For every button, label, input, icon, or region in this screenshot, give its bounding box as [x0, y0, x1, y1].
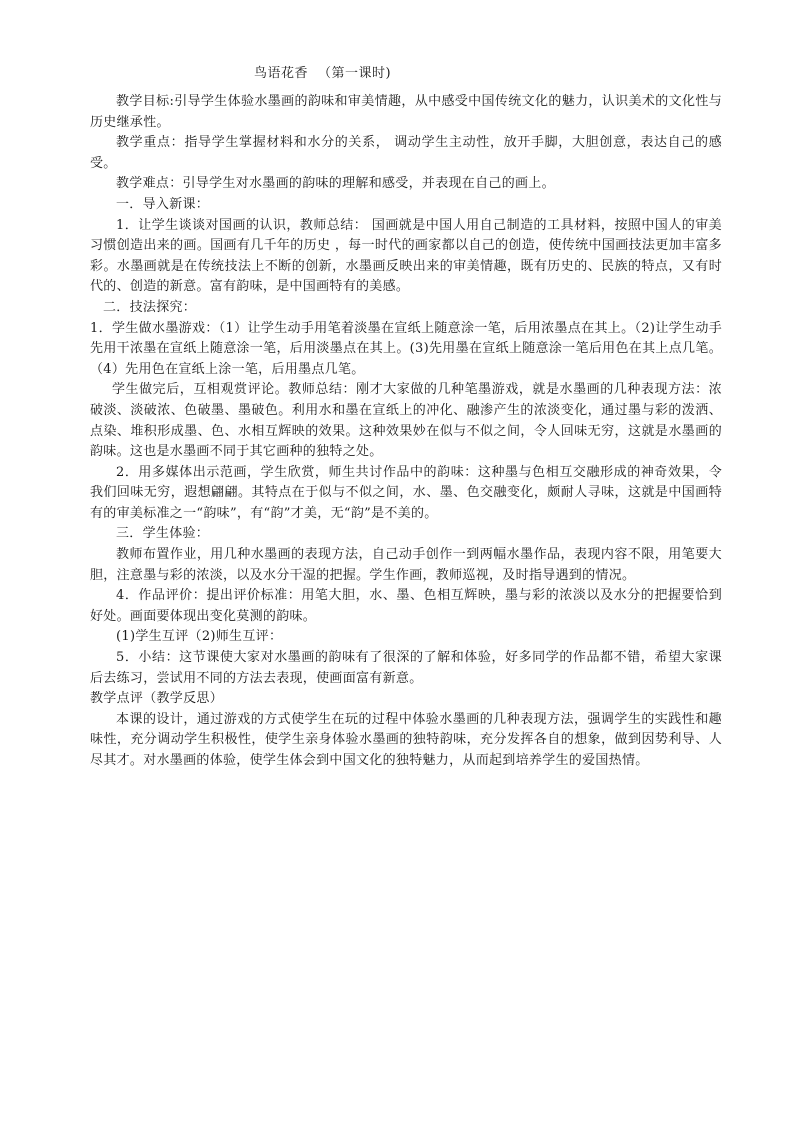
paragraph: 5．小结：这节课使大家对水墨画的韵味有了很深的了解和体验，好多同学的作品都不错，希望大家课后去练习，尝试用不同的方法去表现，使画面富有新意。 — [90, 650, 722, 686]
paragraph: 二．技法探究： — [103, 299, 197, 315]
paragraph: 教学重点：指导学生掌握材料和水分的关系， 调动学生主动性，放开手脚，大胆创意，表达自己的感受。 — [90, 135, 722, 171]
document-body — [90, 92, 722, 772]
paragraph: 1．学生做水墨游戏：（1）让学生动手用笔着淡墨在宣纸上随意涂一笔，后用浓墨点在其上。（2)让学生动手先用干浓墨在宣纸上随意涂一笔，后用淡墨点在其上。(3)先用墨在宣纸上随意涂一笔后用色在其上点几笔。（4）先用色在宣纸上涂一笔，后用墨点几笔。 — [90, 320, 722, 377]
paragraph: 本课的设计，通过游戏的方式使学生在玩的过程中体验水墨画的几种表现方法，强调学生的实践性和趣味性，充分调动学生积极性，使学生亲身体验水墨画的独特韵味，充分发挥各自的想象，做到因势利导、人尽其才。对水墨画的体验，使学生体会到中国文化的独特魅力，从而起到培养学生的爱国热情。 — [90, 711, 722, 768]
paragraph: 一．导入新课： — [116, 196, 210, 212]
paragraph: 教师布置作业，用几种水墨画的表现方法，自己动手创作一到两幅水墨作品，表现内容不限，用笔要大胆，注意墨与彩的浓淡，以及水分干湿的把握。学生作画，教师巡视，及时指导遇到的情况。 — [90, 547, 722, 583]
paragraph: 教学难点：引导学生对水墨画的韵味的理解和感受，并表现在自己的画上。 — [116, 176, 555, 192]
paragraph: 教学点评（教学反思） — [90, 691, 224, 707]
paragraph: 三．学生体验： — [116, 526, 210, 542]
document-title — [90, 64, 722, 84]
title-subtitle: （第一课时) — [318, 66, 392, 81]
title-text: 鸟语花香 — [254, 66, 309, 81]
document-page — [90, 64, 722, 772]
paragraph: 教学目标:引导学生体验水墨画的韵味和审美情趣，从中感受中国传统文化的魅力，认识美术的文化性与历史继承性。 — [90, 94, 722, 130]
paragraph: 2．用多媒体出示范画，学生欣赏，师生共讨作品中的韵味：这种墨与色相互交融形成的神奇效果，令我们回味无穷，遐想翩翩。其特点在于似与不似之间，水、墨、色交融变化，颇耐人寻味，这就是中国画特有的审美标准之一“韵味”，有“韵”才美，无“韵”是不美的。 — [90, 464, 722, 521]
paragraph: (1)学生互评（2)师生互评： — [116, 629, 283, 645]
paragraph: 4．作品评价：提出评价标准：用笔大胆，水、墨、色相互辉映，墨与彩的浓淡以及水分的把握要恰到好处。画面要体现出变化莫测的韵味。 — [90, 588, 722, 624]
paragraph: 1．让学生谈谈对国画的认识，教师总结： 国画就是中国人用自己制造的工具材料，按照中国人的审美习惯创造出来的画。国画有几千年的历史 ，每一时代的画家都以自己的创造，使传统中国画技法更加丰富多彩。水墨画就是在传统技法上不断的创新，水墨画反映出来的审美情趣，既有历史的、民族的特点，又有时代的、创造的新意。富有韵味，是中国画特有的美感。 — [90, 217, 722, 295]
paragraph: 学生做完后，互相观赏评论。教师总结：刚才大家做的几种笔墨游戏，就是水墨画的几种表现方法：浓破淡、淡破浓、色破墨、墨破色。利用水和墨在宣纸上的冲化、融渗产生的浓淡变化，通过墨与彩的泼洒、点染、堆积形成墨、色、水相互辉映的效果。这种效果妙在似与不似之间，令人回味无穷，这就是水墨画的韵味。这也是水墨画不同于其它画种的独特之处。 — [90, 382, 722, 460]
